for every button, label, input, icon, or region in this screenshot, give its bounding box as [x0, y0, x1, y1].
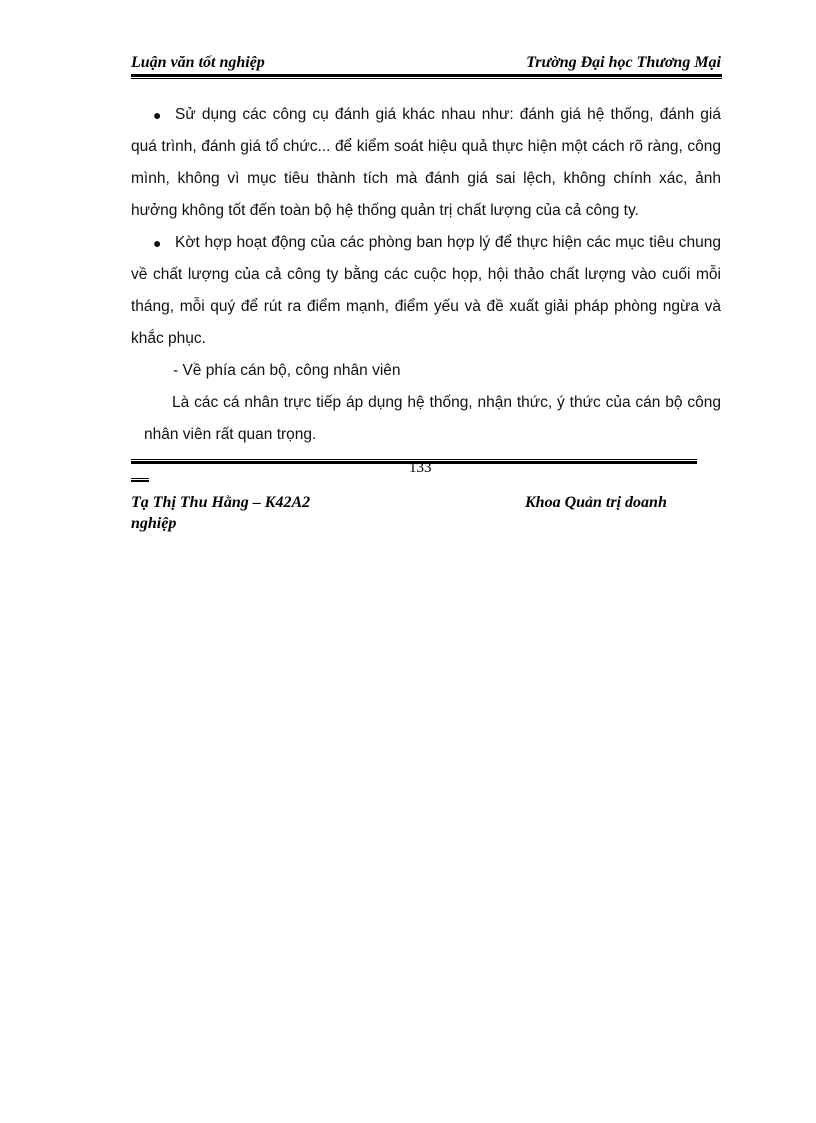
page-number: 133: [409, 460, 432, 476]
bullet-icon: ●: [153, 107, 162, 123]
section-subheading: - Về phía cán bộ, công nhân viên: [173, 362, 401, 379]
bullet-paragraph-evaluation: [131, 99, 721, 227]
header-divider: [131, 74, 722, 79]
footer-department: Khoa Quản trị doanh: [525, 494, 667, 511]
footer-divider-short: [131, 478, 149, 482]
body-content: [131, 99, 721, 451]
page-header: [131, 52, 721, 74]
paragraph-text: Kờt hợp hoạt động của các phòng ban hợp lý để thực hiện các mục tiêu chung về chất lượng của cả công ty bằng các cuộc họp, hội thảo chất lượng vào cuối mỗi tháng, mỗi quý để rút ra điểm mạnh, điểm yếu và đề xuất giải pháp phòng ngừa và khắc phục.: [131, 234, 721, 347]
bullet-icon: ●: [153, 235, 162, 251]
paragraph-staff: Là các cá nhân trực tiếp áp dụng hệ thống, nhận thức, ý thức của cán bộ công nhân viên rất quan trọng.: [144, 394, 721, 443]
paragraph-text: Sử dụng các công cụ đánh giá khác nhau như: đánh giá hệ thống, đánh giá quá trình, đánh giá tổ chức... để kiểm soát hiệu quả thực hiện một cách rõ ràng, công mình, không vì mục tiêu thành tích mà đánh giá sai lệch, không chính xác, ảnh hưởng không tốt đến toàn bộ hệ thống quản trị chất lượng của cả công ty.: [131, 106, 721, 219]
header-thesis-title: Luận văn tốt nghiệp: [131, 54, 265, 71]
header-university: Trường Đại học Thương Mại: [526, 54, 721, 71]
footer-department-cont: nghiệp: [131, 515, 177, 532]
footer-author: Tạ Thị Thu Hằng – K42A2: [131, 494, 311, 511]
bullet-paragraph-coordination: [131, 227, 721, 355]
